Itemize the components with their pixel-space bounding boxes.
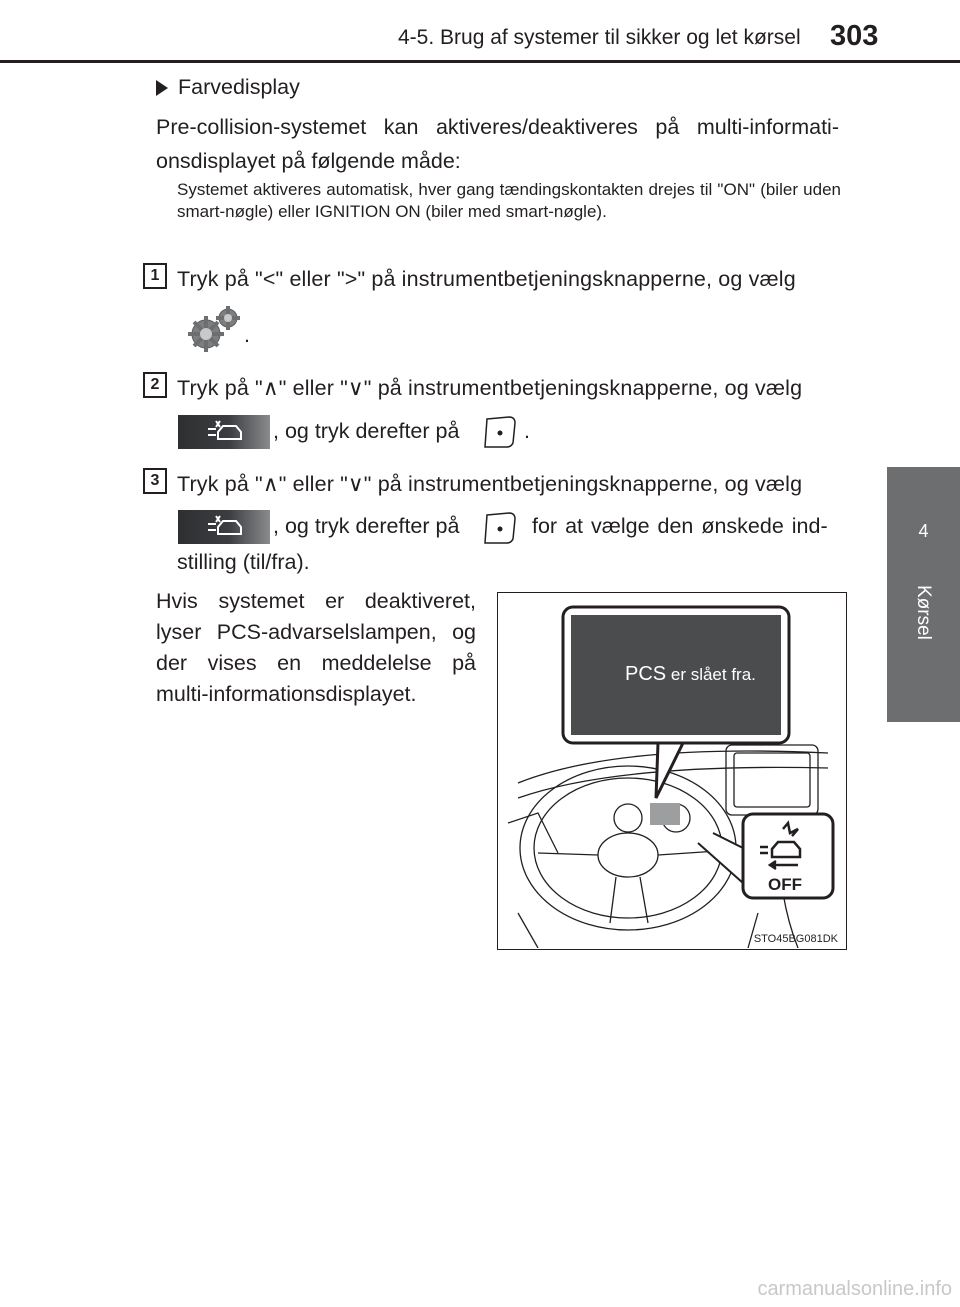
- step-2-number: 2: [143, 372, 167, 398]
- step-3-line3: stilling (til/fra).: [177, 550, 310, 574]
- step-2-suffix: .: [524, 419, 530, 443]
- step-3-number: 3: [143, 468, 167, 494]
- chapter-name: Kørsel: [913, 585, 934, 640]
- intro-paragraph: Pre-collision-systemet kan aktiveres/deaktiveres på multi-informati-onsdisplayet på følgende måde:: [156, 115, 839, 173]
- pcs-menu-icon-2: [178, 510, 270, 544]
- step-1-number: 1: [143, 263, 167, 289]
- pcs-car-icon: [204, 514, 244, 540]
- screen-message-bold: PCS: [625, 663, 667, 685]
- screen-message: [625, 663, 756, 686]
- ok-button-icon: [481, 413, 519, 456]
- section-heading: [156, 70, 300, 104]
- figure-code: STO45BG081DK: [753, 933, 838, 945]
- header-divider: [0, 60, 960, 63]
- step-2-mid: , og tryk derefter på: [273, 419, 460, 443]
- watermark: carmanualsonline.info: [757, 1278, 952, 1300]
- chapter-number: 4: [918, 521, 929, 541]
- note-paragraph: Systemet aktiveres automatisk, hver gang tændingskontakten drejes til "ON" (biler uden smart-nøgle) eller IGNITION ON (biler med smart-nøgle).: [177, 180, 841, 221]
- dashboard-figure: [497, 592, 847, 950]
- screen-message-text: er slået fra.: [670, 665, 756, 684]
- section-heading-label: Farvedisplay: [178, 75, 300, 99]
- step-1-text: Tryk på "<" eller ">" på instrumentbetjeningsknapperne, og vælg: [177, 267, 796, 291]
- step-3-mid: , og tryk derefter på: [273, 514, 460, 538]
- step-3-text: Tryk på "∧" eller "∨" på instrumentbetjeningsknapperne, og vælg: [177, 472, 803, 496]
- triangle-bullet-icon: [156, 80, 168, 96]
- page-number: 303: [830, 20, 879, 52]
- pcs-car-icon: [204, 419, 244, 445]
- pcs-menu-icon: [178, 415, 270, 449]
- settings-gears-icon: [186, 304, 242, 359]
- off-label: OFF: [768, 875, 802, 894]
- deactivated-paragraph: Hvis systemet er deaktiveret, lyser PCS-advarselslampen, og der vises en meddelelse på multi-informationsdisplayet.: [156, 589, 476, 706]
- ok-button-icon-2: [481, 509, 519, 552]
- header-title: 4-5. Brug af systemer til sikker og let kørsel: [398, 26, 801, 49]
- step-1-suffix: .: [244, 323, 250, 347]
- step-2-text: Tryk på "∧" eller "∨" på instrumentbetjeningsknapperne, og vælg: [177, 376, 803, 400]
- step-3-end: for at vælge den ønskede ind-: [532, 514, 828, 538]
